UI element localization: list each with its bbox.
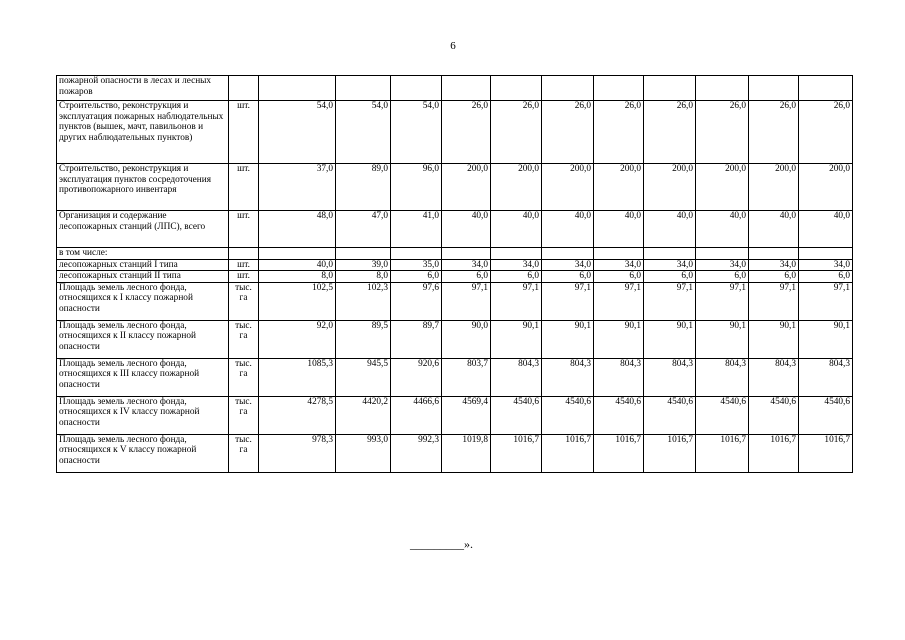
value-cell: 804,3 [594,358,644,396]
table-body [57,76,853,473]
value-cell: 6,0 [799,271,853,283]
value-cell: 1016,7 [491,434,542,472]
value-cell: 4569,4 [442,396,491,434]
value-cell: 90,1 [542,320,594,358]
value-cell: 804,3 [644,358,696,396]
value-cell: 90,1 [749,320,799,358]
value-cell [644,76,696,101]
value-cell: 945,5 [336,358,391,396]
value-cell: 26,0 [594,101,644,164]
value-cell: 26,0 [491,101,542,164]
value-cell: 200,0 [749,164,799,211]
value-cell: 26,0 [696,101,749,164]
value-cell [749,76,799,101]
value-cell: 4540,6 [799,396,853,434]
value-cell: 200,0 [442,164,491,211]
value-cell [594,76,644,101]
indicator-name: Организация и содержание лесопожарных станций (ЛПС), всего [57,211,229,248]
indicator-name: лесопожарных станций II типа [57,271,229,283]
value-cell: 804,3 [696,358,749,396]
value-cell: 978,3 [259,434,336,472]
value-cell: 34,0 [749,259,799,271]
value-cell: 4540,6 [696,396,749,434]
table-row [57,248,853,260]
value-cell: 34,0 [491,259,542,271]
indicator-name: Строительство, реконструкция и эксплуатация пожарных наблюдательных пунктов (вышек, мачт, павильонов и других наблюдательных пунктов) [57,101,229,164]
value-cell: 34,0 [799,259,853,271]
value-cell: 6,0 [749,271,799,283]
value-cell: 54,0 [259,101,336,164]
value-cell [336,76,391,101]
indicator-name: лесопожарных станций I типа [57,259,229,271]
value-cell: 97,1 [696,282,749,320]
value-cell: 804,3 [542,358,594,396]
value-cell [594,248,644,260]
value-cell: 200,0 [594,164,644,211]
value-cell: 4540,6 [749,396,799,434]
value-cell: 92,0 [259,320,336,358]
value-cell: 4278,5 [259,396,336,434]
value-cell: 90,1 [799,320,853,358]
value-cell [391,248,442,260]
value-cell: 1016,7 [644,434,696,472]
value-cell [542,248,594,260]
unit-cell: тыс. га [229,282,259,320]
indicator-name: Площадь земель лесного фонда, относящихся к V классу пожарной опасности [57,434,229,472]
value-cell: 97,1 [491,282,542,320]
value-cell: 89,7 [391,320,442,358]
table-row [57,396,853,434]
value-cell [696,248,749,260]
value-cell [799,76,853,101]
value-cell: 200,0 [644,164,696,211]
value-cell: 34,0 [594,259,644,271]
value-cell: 1019,8 [442,434,491,472]
value-cell [799,248,853,260]
unit-cell: шт. [229,271,259,283]
value-cell: 1016,7 [594,434,644,472]
value-cell: 90,1 [644,320,696,358]
forest-fire-indicators-table [56,75,853,473]
value-cell: 40,0 [594,211,644,248]
value-cell: 26,0 [749,101,799,164]
value-cell: 90,1 [696,320,749,358]
value-cell: 54,0 [336,101,391,164]
table-row [57,259,853,271]
value-cell: 1016,7 [696,434,749,472]
value-cell: 26,0 [442,101,491,164]
table-row [57,271,853,283]
value-cell: 200,0 [542,164,594,211]
value-cell [259,76,336,101]
indicator-name: Площадь земель лесного фонда, относящихся к IV классу пожарной опасности [57,396,229,434]
unit-cell [229,248,259,260]
value-cell: 97,1 [594,282,644,320]
value-cell: 920,6 [391,358,442,396]
value-cell: 8,0 [259,271,336,283]
value-cell: 4540,6 [644,396,696,434]
value-cell: 804,3 [799,358,853,396]
value-cell: 40,0 [696,211,749,248]
value-cell: 96,0 [391,164,442,211]
value-cell: 6,0 [594,271,644,283]
value-cell: 97,1 [644,282,696,320]
value-cell [442,76,491,101]
value-cell [696,76,749,101]
value-cell [491,248,542,260]
table-row [57,211,853,248]
indicator-name: Площадь земель лесного фонда, относящихся к II классу пожарной опасности [57,320,229,358]
value-cell: 90,1 [491,320,542,358]
value-cell: 47,0 [336,211,391,248]
table-row [57,282,853,320]
value-cell: 89,5 [336,320,391,358]
unit-cell [229,76,259,101]
value-cell: 26,0 [644,101,696,164]
value-cell [336,248,391,260]
table-row [57,320,853,358]
value-cell: 4540,6 [491,396,542,434]
unit-cell: тыс. га [229,434,259,472]
value-cell: 54,0 [391,101,442,164]
indicator-name: Строительство, реконструкция и эксплуатация пунктов сосредоточения противопожарного инвентаря [57,164,229,211]
value-cell: 40,0 [799,211,853,248]
value-cell: 1016,7 [799,434,853,472]
value-cell [391,76,442,101]
indicator-name: пожарной опасности в лесах и лесных пожаров [57,76,229,101]
value-cell: 6,0 [491,271,542,283]
value-cell: 40,0 [644,211,696,248]
value-cell: 102,3 [336,282,391,320]
value-cell: 34,0 [542,259,594,271]
value-cell: 6,0 [391,271,442,283]
value-cell: 48,0 [259,211,336,248]
value-cell: 803,7 [442,358,491,396]
value-cell: 4466,6 [391,396,442,434]
value-cell: 6,0 [442,271,491,283]
value-cell: 34,0 [696,259,749,271]
value-cell: 39,0 [336,259,391,271]
value-cell: 4420,2 [336,396,391,434]
indicator-name: Площадь земель лесного фонда, относящихся к I классу пожарной опасности [57,282,229,320]
value-cell: 97,6 [391,282,442,320]
table-row [57,76,853,101]
value-cell: 1016,7 [749,434,799,472]
indicator-name: Площадь земель лесного фонда, относящихся к III классу пожарной опасности [57,358,229,396]
unit-cell: тыс. га [229,320,259,358]
page-number: 6 [450,40,456,52]
value-cell: 26,0 [542,101,594,164]
unit-cell: шт. [229,101,259,164]
value-cell: 97,1 [542,282,594,320]
value-cell: 40,0 [442,211,491,248]
value-cell: 4540,6 [594,396,644,434]
unit-cell: шт. [229,211,259,248]
table-row [57,101,853,164]
value-cell: 1085,3 [259,358,336,396]
table-row [57,434,853,472]
value-cell: 804,3 [749,358,799,396]
value-cell [491,76,542,101]
value-cell: 6,0 [644,271,696,283]
value-cell: 37,0 [259,164,336,211]
value-cell: 992,3 [391,434,442,472]
value-cell: 97,1 [799,282,853,320]
value-cell: 90,1 [594,320,644,358]
value-cell: 26,0 [799,101,853,164]
closing-mark: _________». [410,537,473,551]
value-cell: 40,0 [259,259,336,271]
value-cell [442,248,491,260]
unit-cell: тыс. га [229,396,259,434]
value-cell [749,248,799,260]
value-cell: 6,0 [542,271,594,283]
value-cell: 8,0 [336,271,391,283]
value-cell: 1016,7 [542,434,594,472]
value-cell [259,248,336,260]
value-cell [542,76,594,101]
value-cell: 40,0 [749,211,799,248]
value-cell: 89,0 [336,164,391,211]
value-cell: 200,0 [491,164,542,211]
unit-cell: шт. [229,164,259,211]
unit-cell: тыс. га [229,358,259,396]
value-cell: 40,0 [491,211,542,248]
value-cell: 34,0 [644,259,696,271]
value-cell: 40,0 [542,211,594,248]
value-cell: 993,0 [336,434,391,472]
value-cell: 102,5 [259,282,336,320]
value-cell: 90,0 [442,320,491,358]
value-cell: 804,3 [491,358,542,396]
value-cell: 41,0 [391,211,442,248]
value-cell: 4540,6 [542,396,594,434]
table-row [57,358,853,396]
indicator-name: в том числе: [57,248,229,260]
value-cell: 200,0 [696,164,749,211]
unit-cell: шт. [229,259,259,271]
value-cell: 97,1 [442,282,491,320]
value-cell: 34,0 [442,259,491,271]
table-row [57,164,853,211]
value-cell: 97,1 [749,282,799,320]
value-cell: 35,0 [391,259,442,271]
value-cell [644,248,696,260]
value-cell: 6,0 [696,271,749,283]
value-cell: 200,0 [799,164,853,211]
